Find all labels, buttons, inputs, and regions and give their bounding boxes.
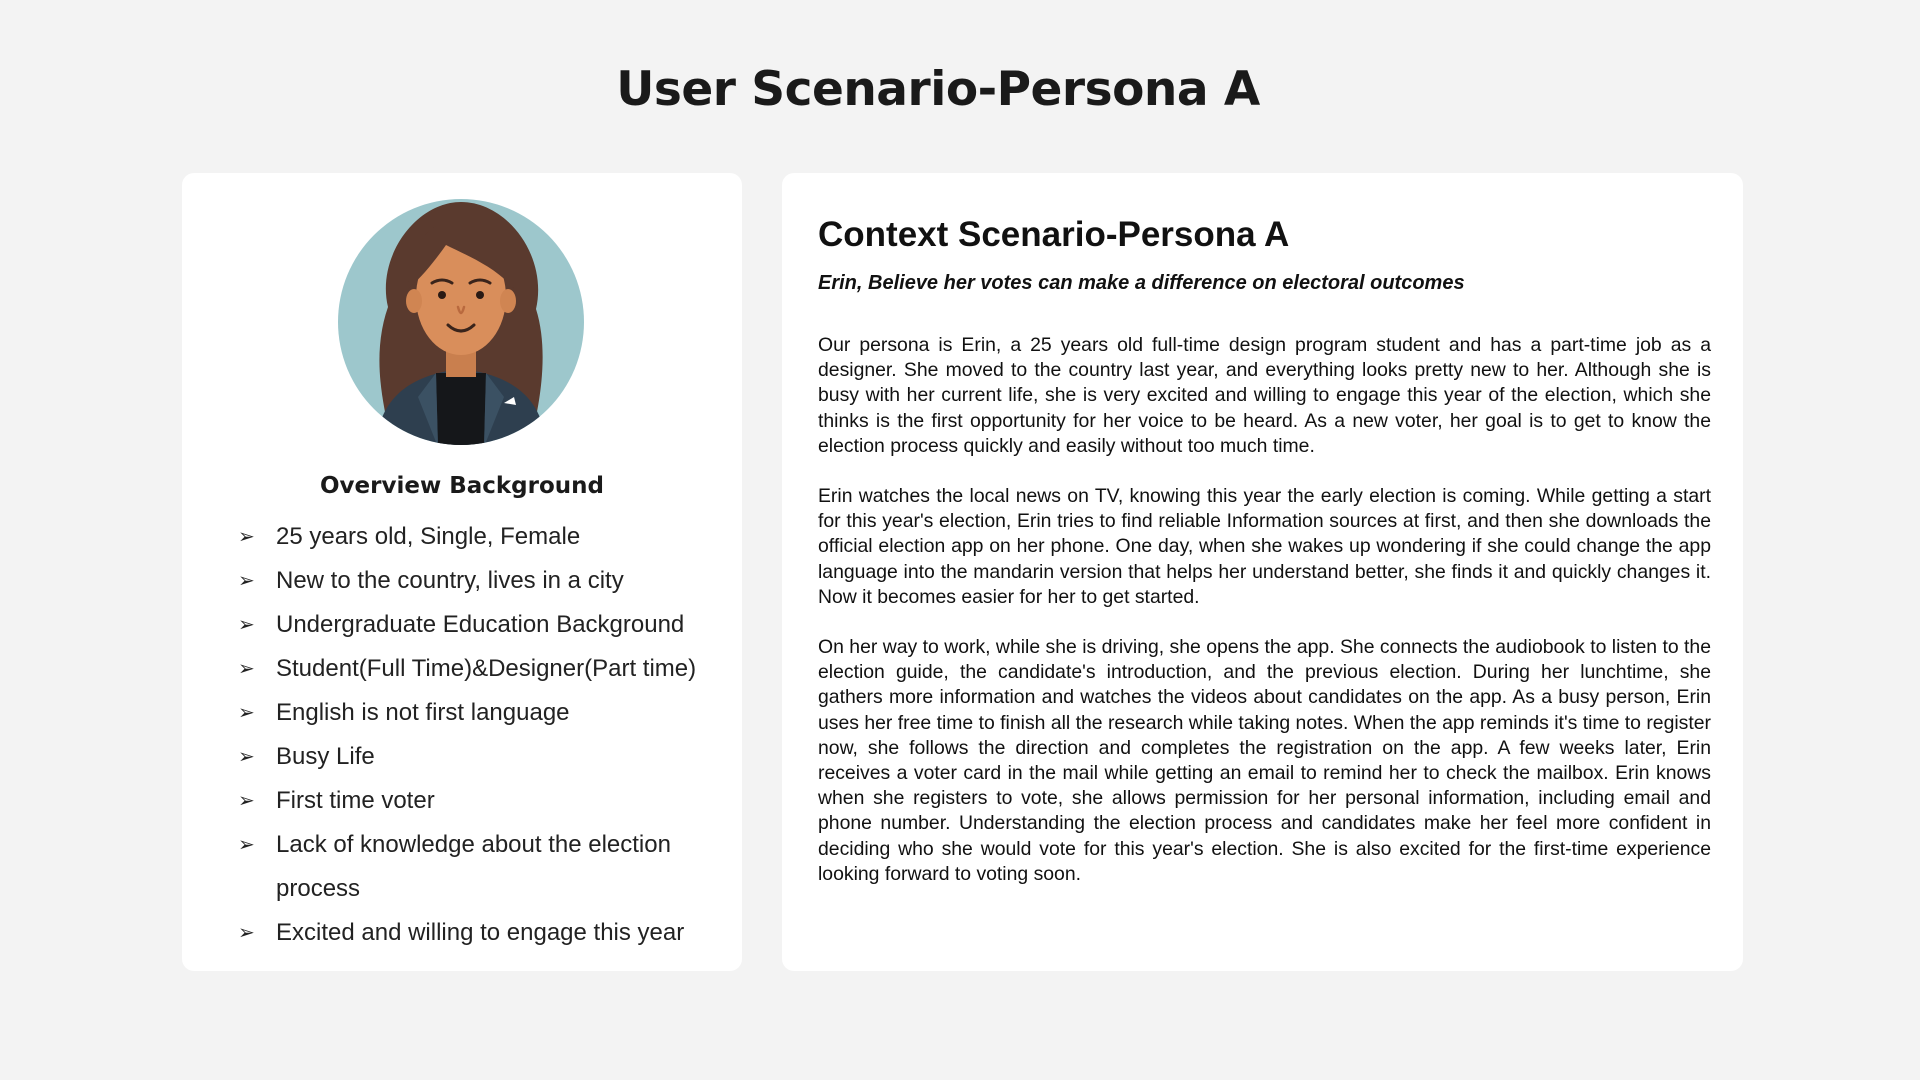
persona-avatar-icon (336, 197, 586, 447)
context-title: Context Scenario-Persona A (818, 215, 1290, 254)
bullet-arrow-icon: ➢ (238, 570, 255, 592)
bullet-arrow-icon: ➢ (238, 746, 255, 768)
bullet-arrow-icon: ➢ (238, 614, 255, 636)
list-item: ➢ Lack of knowledge about the election process (238, 823, 718, 911)
context-paragraph: Erin watches the local news on TV, knowing this year the early election is coming. While getting a start for this year's election, Erin tries to find reliable Information sources at first, and then she downloads the official election app on her phone. One day, when she wakes up wondering if she could change the app language into the mandarin version that helps her understand better, she finds it and quickly changes it. Now it becomes easier for her to get started. (818, 485, 1711, 608)
bullet-arrow-icon: ➢ (238, 790, 255, 812)
list-item: ➢ First time voter (238, 779, 718, 823)
overview-list (238, 515, 718, 955)
page-title: User Scenario-Persona A (616, 62, 1260, 117)
context-card (782, 173, 1743, 971)
bullet-arrow-icon: ➢ (238, 702, 255, 724)
bullet-arrow-icon: ➢ (238, 658, 255, 680)
overview-card (182, 173, 742, 971)
list-item: ➢ English is not first language (238, 691, 718, 735)
context-paragraph: Our persona is Erin, a 25 years old full-time design program student and has a part-time job as a designer. She moved to the country last year, and everything looks pretty new to her. Although she is busy with her current life, she is very excited and willing to engage this year of the election, which she thinks is the first opportunity for her voice to be heard. As a new voter, her goal is to get to know the election process quickly and easily without too much time. (818, 334, 1711, 457)
bullet-arrow-icon: ➢ (238, 834, 255, 856)
bullet-arrow-icon: ➢ (238, 526, 255, 548)
list-item: ➢ New to the country, lives in a city (238, 559, 718, 603)
list-item: ➢ Excited and willing to engage this year (238, 911, 718, 955)
context-body (818, 333, 1711, 912)
context-paragraph: On her way to work, while she is driving, she opens the app. She connects the audiobook to listen to the election guide, the candidate's introduction, and the previous election. During her lunchtime, she gathers more information and watches the videos about candidates on the app. As a busy person, Erin uses her free time to finish all the research while taking notes. When the app reminds it's time to register now, she follows the direction and completes the registration on the app. A few weeks later, Erin receives a voter card in the mail while getting an email to remind her to check the mailbox. Erin knows when she registers to vote, she allows permission for her personal information, including email and phone number. Understanding the election process and candidates make her feel more confident in deciding who she would vote for this year's election. She is also excited for the first-time experience looking forward to voting soon. (818, 636, 1711, 885)
list-item: ➢ Student(Full Time)&Designer(Part time) (238, 647, 718, 691)
bullet-arrow-icon: ➢ (238, 922, 255, 944)
list-item: ➢ Undergraduate Education Background (238, 603, 718, 647)
list-item: ➢ 25 years old, Single, Female (238, 515, 718, 559)
list-item: ➢ Busy Life (238, 735, 718, 779)
overview-heading: Overview Background (319, 473, 605, 499)
context-subtitle: Erin, Believe her votes can make a difference on electoral outcomes (818, 272, 1465, 294)
